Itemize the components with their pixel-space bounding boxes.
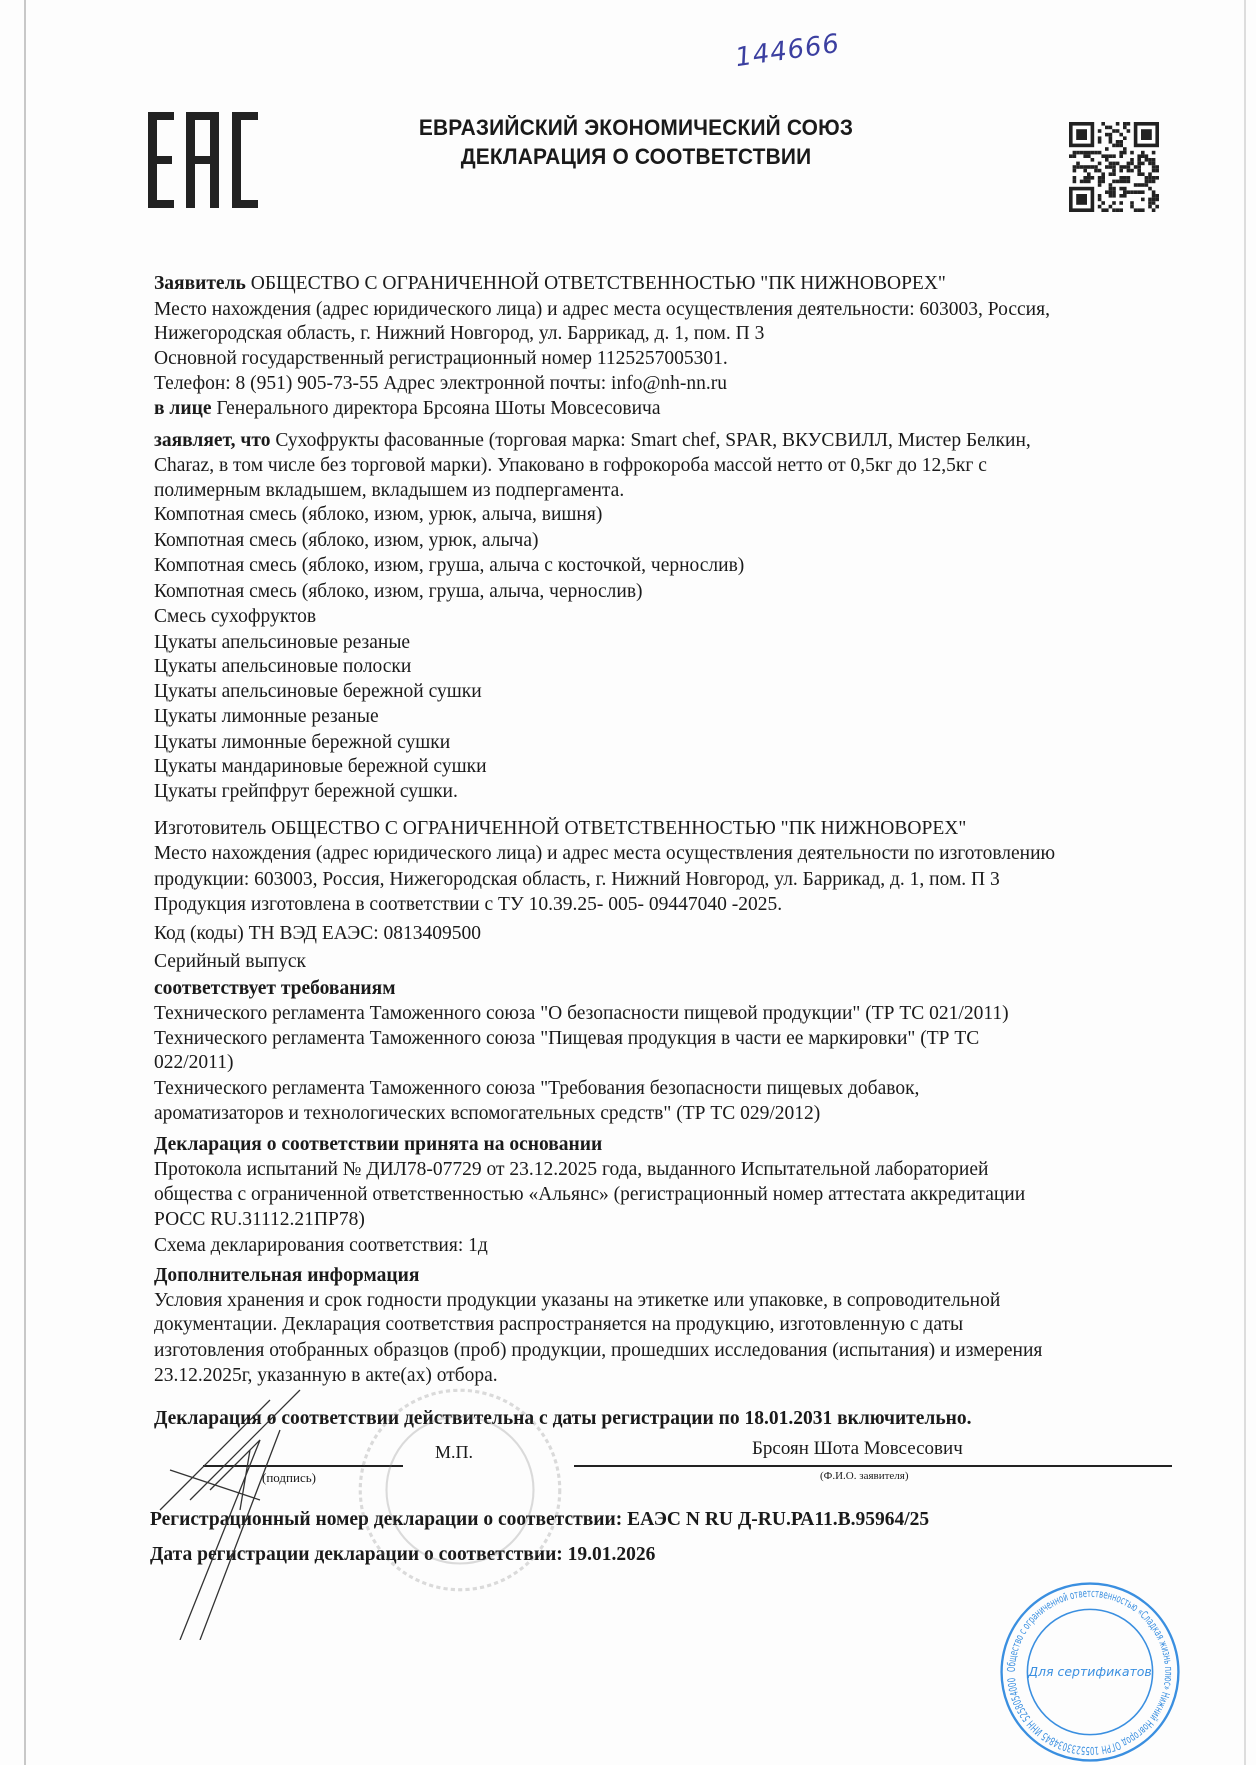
line-text: Телефон: 8 (951) 905-73-55 Адрес электронной почты: info@nh-nn.ru (154, 372, 728, 394)
document-line (154, 529, 539, 553)
line-text: Компотная смесь (яблоко, изюм, урюк, алыча) (154, 530, 539, 552)
bold-label: соответствует требованиям (154, 978, 396, 999)
document-line (154, 922, 481, 946)
line-text: продукции: 603003, Россия, Нижегородская область, г. Нижний Новгород, ул. Баррикад, д. 1, пом. П 3 (154, 868, 1000, 890)
line-text: Цукаты апельсиновые полоски (154, 656, 412, 678)
document-line (154, 1133, 602, 1157)
line-text: Нижегородская область, г. Нижний Новгород, ул. Баррикад, д. 1, пом. П 3 (154, 323, 765, 345)
bold-label: Дата регистрации декларации о соответствии: 19.01.2026 (150, 1543, 656, 1565)
document-line (154, 580, 643, 604)
line-text: 022/2011) (154, 1052, 234, 1074)
line-text: Место нахождения (адрес юридического лица) и адрес места осуществления деятельности по изготовлению (154, 843, 1056, 864)
line-text: Технического регламента Таможенного союза "Пищевая продукция в части ее маркировки" (ТР ТС (154, 1027, 980, 1049)
header-union-title: ЕВРАЗИЙСКИЙ ЭКОНОМИЧЕСКИЙ СОЮЗ (418, 115, 854, 140)
scan-edge-right (1244, 0, 1246, 1765)
document-line (154, 817, 966, 841)
line-text: Компотная смесь (яблоко, изюм, груша, алыча с косточкой, чернослив) (154, 555, 745, 576)
line-text: полимерным вкладышем, вкладышем из подпергамента. (154, 479, 625, 501)
line-text: Цукаты лимонные резаные (154, 705, 379, 727)
line-text: Charaz, в том числе без торговой марки). Упаковано в гофрокороба массой нетто от 0,5кг до 12,5кг с (154, 454, 987, 476)
mp-label: М.П. (435, 1442, 474, 1462)
document-line (154, 1339, 1042, 1363)
line-text: Изготовитель ОБЩЕСТВО С ОГРАНИЧЕННОЙ ОТВЕТСТВЕННОСТЬЮ "ПК НИЖНОВОРЕХ" (154, 818, 967, 840)
line-text: Серийный выпуск (154, 951, 306, 972)
document-line (154, 322, 764, 346)
line-text: Технического регламента Таможенного союза "Требования безопасности пищевых добавок, (154, 1078, 920, 1100)
line-text: Технического регламента Таможенного союза "О безопасности пищевой продукции" (ТР ТС 021/2011) (154, 1002, 1009, 1024)
line-text: ароматизаторов и технологических вспомогательных средств" (ТР ТС 029/2012) (154, 1102, 821, 1124)
bold-label: в лице (154, 397, 212, 419)
document-line (154, 868, 1000, 892)
document-line (154, 655, 411, 679)
document-line (154, 1183, 1025, 1207)
document-line (154, 780, 458, 804)
name-line (574, 1465, 1172, 1467)
line-text: общества с ограниченной ответственностью «Альянс» (регистрационный номер аттестата аккредитации (154, 1183, 1026, 1205)
document-line (154, 454, 987, 478)
document-line (154, 554, 744, 578)
bold-label: Дополнительная информация (154, 1264, 420, 1286)
stamp-center-text: Для сертификатов (1028, 1663, 1152, 1679)
document-line (154, 1027, 979, 1051)
document-line (154, 503, 602, 527)
line-text: Цукаты мандариновые бережной сушки (154, 756, 487, 778)
line-text: Цукаты апельсиновые бережной сушки (154, 681, 482, 702)
line-text: Код (коды) ТН ВЭД ЕАЭС: 0813409500 (154, 922, 482, 944)
document-line (154, 1158, 988, 1182)
document-line (154, 397, 661, 421)
bold-label: Декларация о соответствии действительна с даты регистрации по 18.01.2031 включительно. (154, 1407, 972, 1429)
document-line (154, 1313, 963, 1337)
document-line (154, 977, 396, 1001)
applicant-name: Брсоян Шота Мовсесович (752, 1438, 963, 1459)
line-text: документации. Декларация соответствия распространяется на продукцию, изготовленную с даты (154, 1314, 964, 1336)
header-declaration-title: ДЕКЛАРАЦИЯ О СООТВЕТСТВИИ (460, 144, 812, 169)
document-line (154, 755, 487, 779)
line-text: изготовления отобранных образцов (проб) продукции, прошедших исследования (испытания) и измерения (154, 1340, 1043, 1362)
document-line (154, 1102, 820, 1126)
document-line (154, 1208, 365, 1232)
bold-label: Регистрационный номер декларации о соответствии: ЕАЭС N RU Д-RU.РА11.В.95964/25 (150, 1509, 930, 1530)
qr-code (1069, 122, 1159, 212)
document-line (154, 479, 624, 503)
document-line (154, 347, 728, 371)
document-line (154, 842, 1055, 866)
document-line (154, 1289, 1000, 1313)
document-line (154, 1234, 488, 1258)
document-line (154, 950, 306, 974)
document-line (154, 705, 379, 729)
line-text: Условия хранения и срок годности продукции указаны на этикетке или упаковке, в сопроводительной (154, 1289, 1001, 1311)
signature-caption: (подпись) (262, 1470, 316, 1485)
line-text: Продукция изготовлена в соответствии с ТУ 10.39.25- 005- 09447040 -2025. (154, 893, 783, 915)
eac-logo (148, 112, 258, 208)
line-text: Цукаты грейпфрут бережной сушки. (154, 781, 458, 803)
document-line (154, 1077, 919, 1101)
document-line (154, 372, 727, 396)
line-text: Протокола испытаний № ДИЛ78-07729 от 23.12.2025 года, выданного Испытательной лабораторией (154, 1159, 989, 1181)
document-line (154, 272, 946, 296)
bold-label: Заявитель (154, 272, 246, 294)
document-line (154, 731, 450, 755)
line-text: Основной государственный регистрационный номер 1125257005301. (154, 348, 728, 369)
document-line (154, 298, 1050, 322)
document-line (154, 605, 316, 629)
document-line (154, 1002, 1009, 1026)
document-line (154, 893, 782, 917)
line-text: ОБЩЕСТВО С ОГРАНИЧЕННОЙ ОТВЕТСТВЕННОСТЬЮ "ПК НИЖНОВОРЕХ" (245, 272, 946, 294)
line-text: Место нахождения (адрес юридического лица) и адрес места осуществления деятельности: 603003, Россия, (154, 298, 1050, 320)
line-text: 23.12.2025г, указанную в акте(ах) отбора. (154, 1365, 498, 1386)
document-line (154, 429, 1031, 453)
line-text: Цукаты лимонные бережной сушки (154, 731, 451, 753)
stamp-ring-text: Общество с ограниченной ответственностью «Сладкая жизнь плюс» Нижний Новгород ОГРН 1055233034845 ИНН 5258054000 (1004, 1586, 1176, 1758)
handwritten-number: 144666 (733, 28, 842, 74)
line-text: Смесь сухофруктов (154, 605, 317, 627)
name-caption: (Ф.И.О. заявителя) (820, 1470, 909, 1482)
document-line (154, 631, 410, 655)
company-stamp (1000, 1582, 1180, 1762)
document-line (154, 1264, 419, 1288)
line-text: Схема декларирования соответствия: 1д (154, 1234, 488, 1256)
line-text: Цукаты апельсиновые резаные (154, 631, 411, 653)
line-text: РОСС RU.31112.21ПР78) (154, 1208, 365, 1230)
scan-edge-left (24, 0, 26, 1765)
line-text: Сухофрукты фасованные (торговая марка: Smart chef, SPAR, ВКУСВИЛЛ, Мистер Белкин, (270, 430, 1031, 452)
line-text: Генерального директора Брсояна Шоты Мовсесовича (211, 397, 661, 419)
bold-label: заявляет, что (154, 430, 271, 452)
line-text: Компотная смесь (яблоко, изюм, урюк, алыча, вишня) (154, 504, 603, 526)
line-text: Компотная смесь (яблоко, изюм, груша, алыча, чернослив) (154, 580, 643, 602)
document-line (154, 680, 482, 704)
signature-scribble-icon (150, 1380, 410, 1640)
bold-label: Декларация о соответствии принята на основании (154, 1134, 603, 1156)
document-line (154, 1051, 233, 1075)
